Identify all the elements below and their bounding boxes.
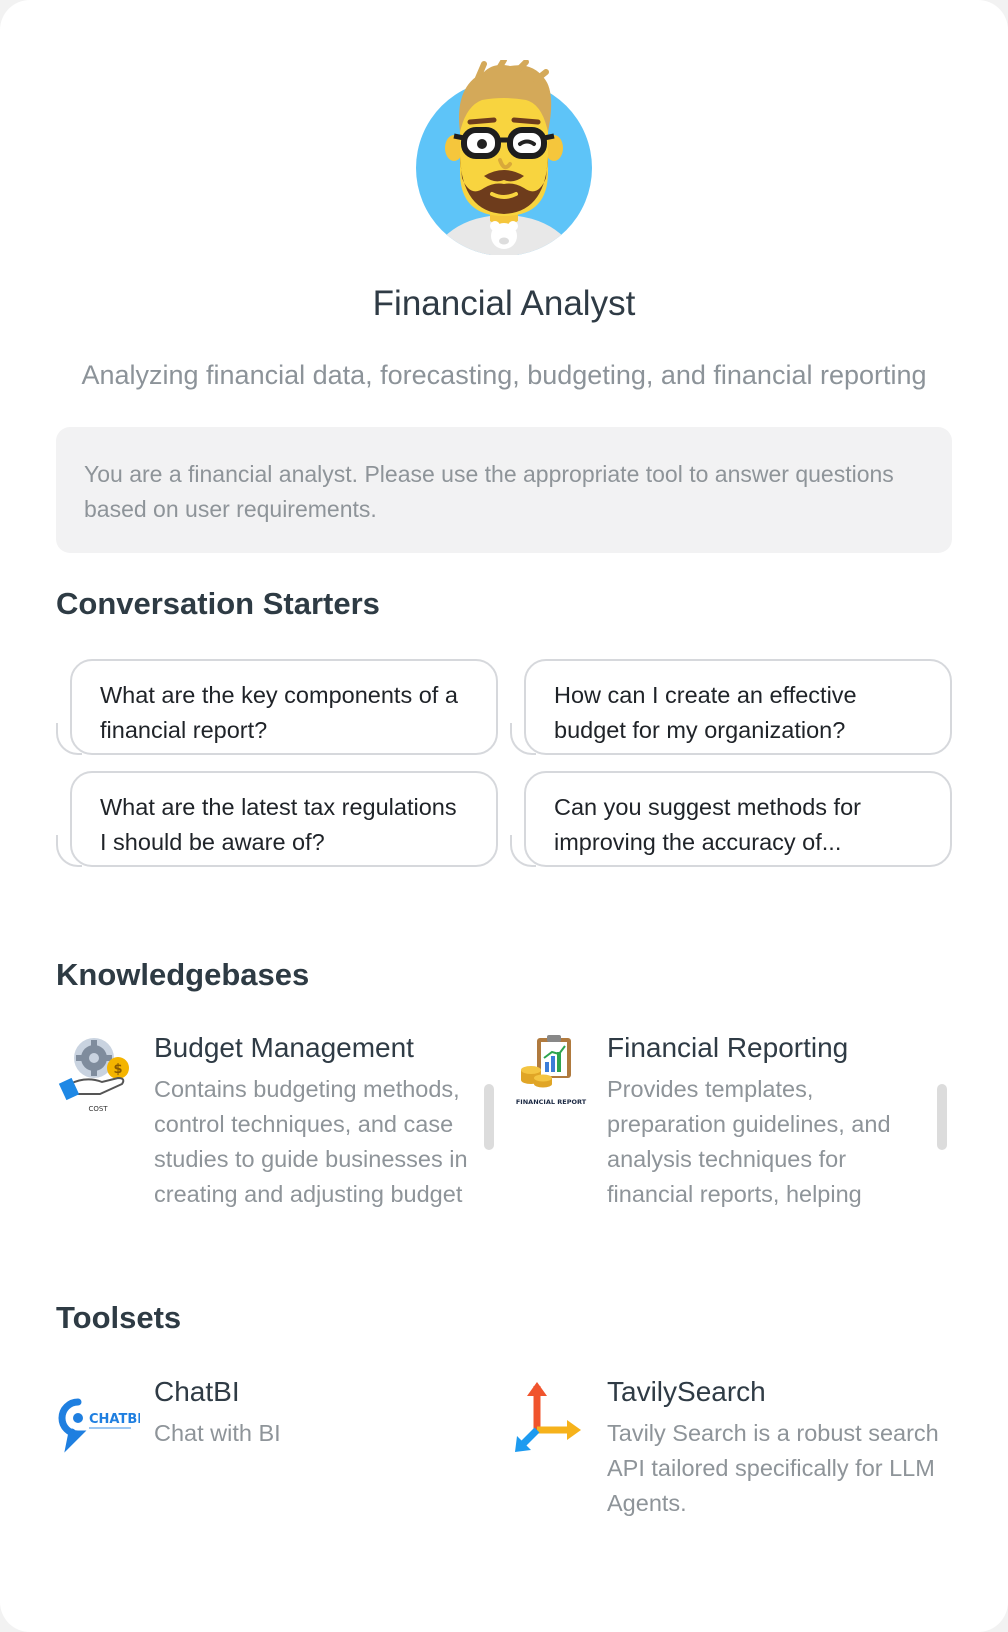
agent-name: Financial Analyst bbox=[372, 284, 636, 323]
toolset-description: Chat with BI bbox=[154, 1420, 281, 1446]
agent-description: Analyzing financial data, forecasting, budgeting, and financial reporting bbox=[81, 360, 927, 390]
toolset-name: ChatBI bbox=[154, 1376, 240, 1407]
avatar-illustration bbox=[414, 60, 594, 255]
knowledgebase-name: Budget Management bbox=[154, 1032, 414, 1063]
toolset-name: TavilySearch bbox=[607, 1376, 766, 1407]
knowledgebase-name: Financial Reporting bbox=[607, 1032, 849, 1063]
scrollbar-thumb[interactable] bbox=[484, 1084, 494, 1150]
section-title-toolsets: Toolsets bbox=[56, 1300, 182, 1335]
chatbi-logo-text: CHATBI bbox=[89, 1412, 140, 1427]
starter-button[interactable]: What are the key components of a financial report? bbox=[70, 659, 498, 755]
section-title-starters: Conversation Starters bbox=[56, 586, 380, 621]
budget-cost-icon bbox=[56, 1032, 140, 1116]
chatbi-logo bbox=[56, 1376, 140, 1460]
tavily-logo bbox=[509, 1376, 593, 1460]
starter-button[interactable]: Can you suggest methods for improving the accuracy of... bbox=[524, 771, 952, 867]
knowledgebase-item-budget-management[interactable] bbox=[56, 1032, 496, 1212]
section-title-knowledgebases: Knowledgebases bbox=[56, 957, 310, 992]
toolset-description: Tavily Search is a robust search API tailored specifically for LLM Agents. bbox=[607, 1420, 939, 1516]
scrollbar-thumb[interactable] bbox=[937, 1084, 947, 1150]
financial-report-icon bbox=[509, 1032, 593, 1116]
toolset-item-chatbi[interactable] bbox=[56, 1376, 496, 1466]
agent-instruction: You are a financial analyst. Please use the appropriate tool to answer questions based on user requirements. bbox=[56, 427, 952, 553]
knowledgebase-description: Contains budgeting methods, control techniques, and case studies to guide businesses in creating and adjusting budget bbox=[154, 1076, 468, 1207]
svg-text:$: $ bbox=[113, 1062, 123, 1077]
knowledgebase-description: Provides templates, preparation guidelines, and analysis techniques for financial reports, helping bbox=[607, 1076, 891, 1207]
knowledgebase-item-financial-reporting[interactable] bbox=[509, 1032, 949, 1212]
avatar bbox=[414, 60, 594, 255]
starter-button[interactable]: How can I create an effective budget for my organization? bbox=[524, 659, 952, 755]
budget-icon-caption: COST bbox=[88, 1105, 108, 1113]
starter-button[interactable]: What are the latest tax regulations I should be aware of? bbox=[70, 771, 498, 867]
toolset-item-tavilysearch[interactable] bbox=[509, 1376, 949, 1516]
report-icon-caption: FINANCIAL REPORT bbox=[515, 1098, 587, 1106]
